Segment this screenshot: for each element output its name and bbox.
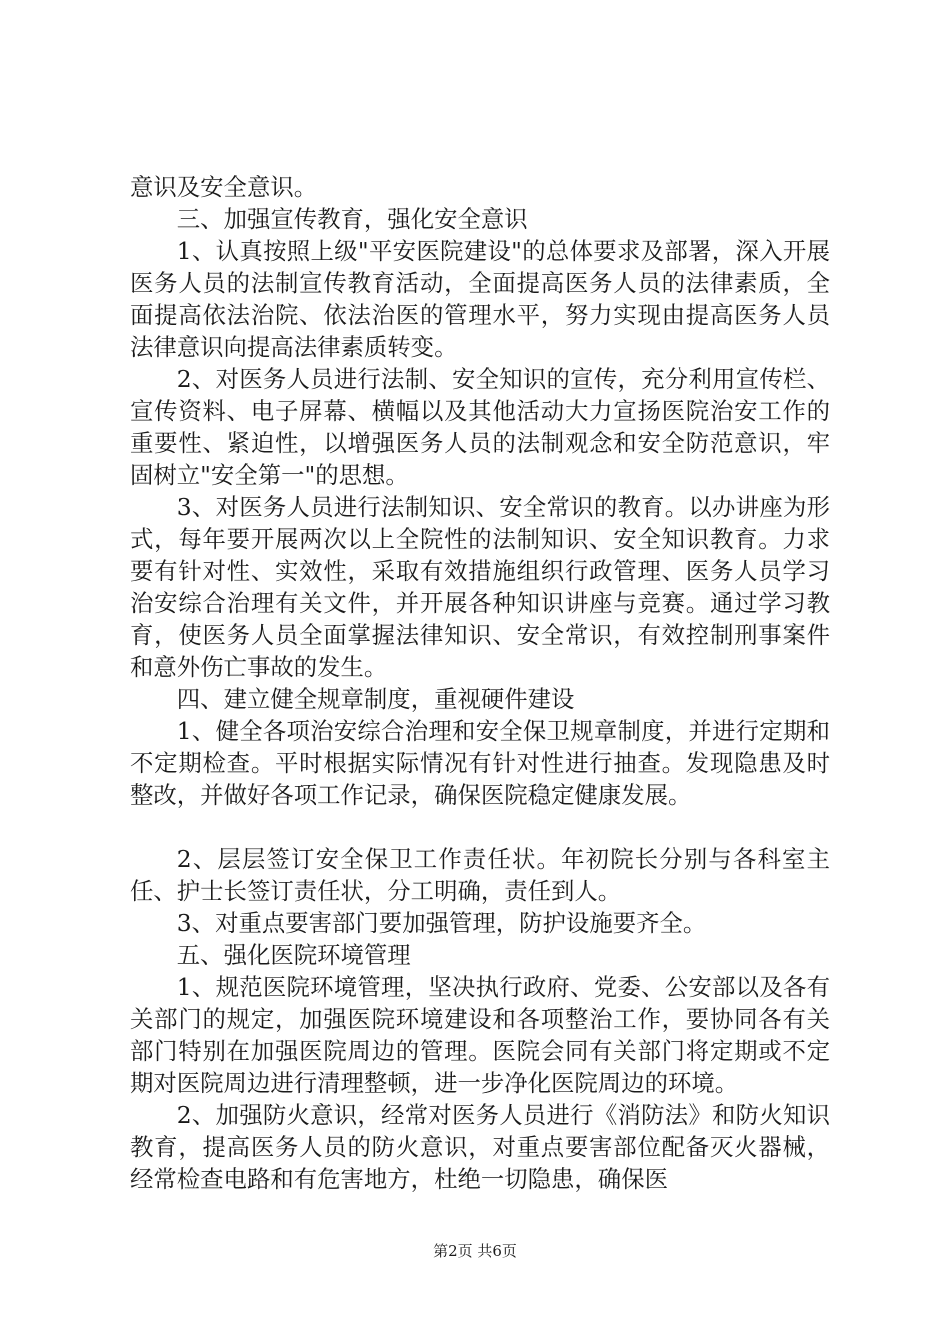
page-footer: 第2页 共6页 — [433, 1242, 517, 1260]
section-heading-4: 四、建立健全规章制度，重视硬件建设 — [176, 685, 575, 713]
paragraph-5-1: 1、规范医院环境管理，坚决执行政府、党委、公安部以及各有关部门的规定，加强医院环境建设和各项整治工作，要协同各有关部门特别在加强医院周边的管理。医院会同有关部门将定期或不定期对医院周边进行清理整顿，进一步净化医院周边的环境。 — [130, 973, 830, 1097]
paragraph-3-3: 3、对医务人员进行法制知识、安全常识的教育。以办讲座为形式，每年要开展两次以上全院性的法制知识、安全知识教育。力求要有针对性、实效性，采取有效措施组织行政管理、医务人员学习治安综合治理有关文件，并开展各种知识讲座与竞赛。通过学习教育，使医务人员全面掌握法律知识、安全常识，有效控制刑事案件和意外伤亡事故的发生。 — [130, 493, 830, 681]
paragraph-4-3: 3、对重点要害部门要加强管理，防护设施要齐全。 — [176, 909, 707, 937]
paragraph-4-2: 2、层层签订安全保卫工作责任状。年初院长分别与各科室主任、护士长签订责任状，分工明确，责任到人。 — [130, 845, 830, 905]
paragraph-3-2: 2、对医务人员进行法制、安全知识的宣传，充分利用宣传栏、宣传资料、电子屏幕、横幅以及其他活动大力宣扬医院治安工作的重要性、紧迫性，以增强医务人员的法制观念和安全防范意识，牢固树立"安全第一"的思想。 — [130, 365, 830, 489]
document-body — [130, 171, 830, 1195]
paragraph-1: 意识及安全意识。 — [130, 173, 318, 201]
paragraph-3-1: 1、认真按照上级"平安医院建设"的总体要求及部署，深入开展医务人员的法制宣传教育活动，全面提高医务人员的法律素质，全面提高依法治院、依法治医的管理水平，努力实现由提高医务人员法律意识向提高法律素质转变。 — [130, 237, 830, 361]
section-heading-5: 五、强化医院环境管理 — [176, 941, 411, 969]
paragraph-5-2: 2、加强防火意识，经常对医务人员进行《消防法》和防火知识教育，提高医务人员的防火意识，对重点要害部位配备灭火器械，经常检查电路和有危害地方，杜绝一切隐患，确保医 — [130, 1101, 830, 1193]
section-heading-3: 三、加强宣传教育，强化安全意识 — [176, 205, 528, 233]
paragraph-4-1: 1、健全各项治安综合治理和安全保卫规章制度，并进行定期和不定期检查。平时根据实际情况有针对性进行抽查。发现隐患及时整改，并做好各项工作记录，确保医院稳定健康发展。 — [130, 717, 830, 809]
